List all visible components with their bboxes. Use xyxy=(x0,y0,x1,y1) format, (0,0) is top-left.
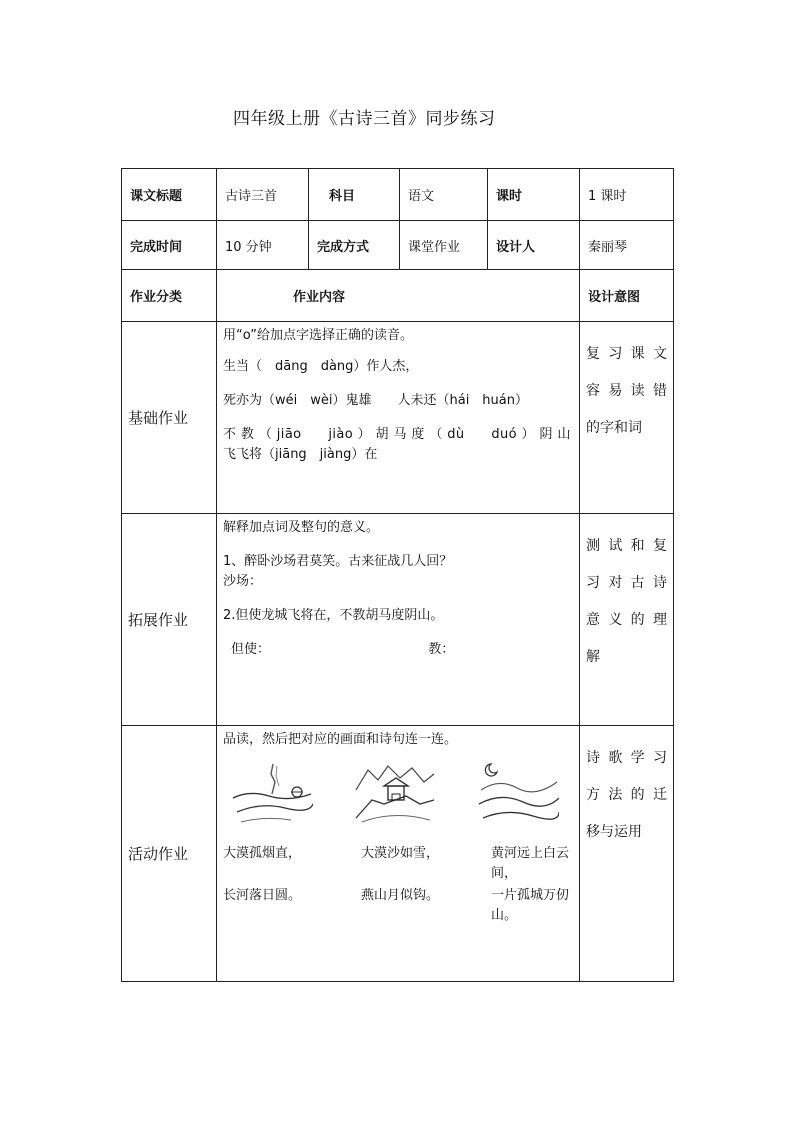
label-content: 作业内容 xyxy=(217,270,580,322)
extend-category: 拓展作业 xyxy=(122,514,217,726)
basic-intent xyxy=(580,322,674,514)
label-periods: 课时 xyxy=(488,169,580,221)
extend-intent-line: 意义的理 xyxy=(586,612,667,628)
label-time: 完成时间 xyxy=(122,221,217,270)
extend-blank-2b: 教： xyxy=(428,642,455,657)
label-designer: 设计人 xyxy=(488,221,580,270)
moon-dunes-icon xyxy=(477,760,559,826)
activity-category: 活动作业 xyxy=(122,726,217,982)
city-tower-icon xyxy=(354,760,436,826)
extend-intent-line: 解 xyxy=(586,649,600,665)
poem-line: 大漠沙如雪， xyxy=(361,846,440,861)
page-title: 四年级上册《古诗三首》同步练习 xyxy=(233,109,496,129)
activity-intent-line: 移与运用 xyxy=(586,824,642,840)
activity-intent xyxy=(580,726,674,982)
label-method: 完成方式 xyxy=(309,221,400,270)
basic-intent-line: 容易读错 xyxy=(586,383,667,399)
basic-line-4: 飞飞将（jiāng jiàng）在 xyxy=(223,447,378,462)
basic-intent-line: 的字和词 xyxy=(586,420,642,436)
value-lesson-title: 古诗三首 xyxy=(217,169,309,221)
label-category: 作业分类 xyxy=(122,270,217,322)
activity-intent-line: 诗歌学习 xyxy=(586,750,667,766)
activity-pictures xyxy=(231,760,559,830)
desert-smoke-icon xyxy=(231,760,313,826)
extend-intent xyxy=(580,514,674,726)
value-designer: 秦丽琴 xyxy=(580,221,674,270)
basic-line-3: 不 教 （ jiāo jiào ） 胡 马 度 （ dù duó ） 阴 山 xyxy=(223,427,571,442)
extend-blanks-2 xyxy=(223,640,573,660)
label-lesson-title: 课文标题 xyxy=(122,169,217,221)
header-row-2 xyxy=(122,221,674,270)
value-method: 课堂作业 xyxy=(400,221,488,270)
extend-question-1: 1、醉卧沙场君莫笑。古来征战几人回？ xyxy=(223,554,453,569)
basic-line-2: 死亦为（wéi wèi）鬼雄 人未还（hái huán） xyxy=(223,393,528,408)
extend-blank-1: 沙场： xyxy=(223,574,263,589)
extend-instruction: 解释加点词及整句的意义。 xyxy=(223,520,380,535)
extend-blank-2a: 但使： xyxy=(231,642,271,657)
extend-intent-line: 习对古诗 xyxy=(586,575,667,591)
poem-line: 燕山月似钩。 xyxy=(361,888,440,903)
activity-content xyxy=(217,726,580,982)
value-subject: 语文 xyxy=(400,169,488,221)
activity-instruction: 品读，然后把对应的画面和诗句连一连。 xyxy=(223,732,458,747)
poem-line: 黄河远上白云间， xyxy=(491,846,570,881)
poem-pair xyxy=(491,844,591,926)
extend-row xyxy=(122,514,674,726)
poem-line: 长河落日圆。 xyxy=(223,888,302,903)
activity-intent-line: 方法的迁 xyxy=(586,787,667,803)
basic-category: 基础作业 xyxy=(122,322,217,514)
basic-row xyxy=(122,322,674,514)
basic-instruction: 用“o”给加点字选择正确的读音。 xyxy=(223,328,413,343)
header-row-3 xyxy=(122,270,674,322)
value-time: 10 分钟 xyxy=(217,221,309,270)
worksheet-table xyxy=(121,168,674,982)
basic-intent-line: 复习课文 xyxy=(586,346,667,362)
extend-intent-line: 测试和复 xyxy=(586,538,667,554)
header-row-1 xyxy=(122,169,674,221)
poem-line: 大漠孤烟直， xyxy=(223,846,302,861)
label-intent: 设计意图 xyxy=(580,270,674,322)
extend-content xyxy=(217,514,580,726)
poem-pair xyxy=(223,844,361,926)
basic-content xyxy=(217,322,580,514)
label-subject: 科目 xyxy=(309,169,400,221)
basic-line-1: 生当（ dāng dàng）作人杰， xyxy=(223,359,419,374)
value-periods: 1 课时 xyxy=(580,169,674,221)
extend-question-2: 2.但使龙城飞将在，不教胡马度阴山。 xyxy=(223,608,444,623)
activity-row xyxy=(122,726,674,982)
poem-line: 一片孤城万仞山。 xyxy=(491,888,570,923)
poem-pair xyxy=(361,844,491,926)
activity-poems xyxy=(223,844,573,926)
